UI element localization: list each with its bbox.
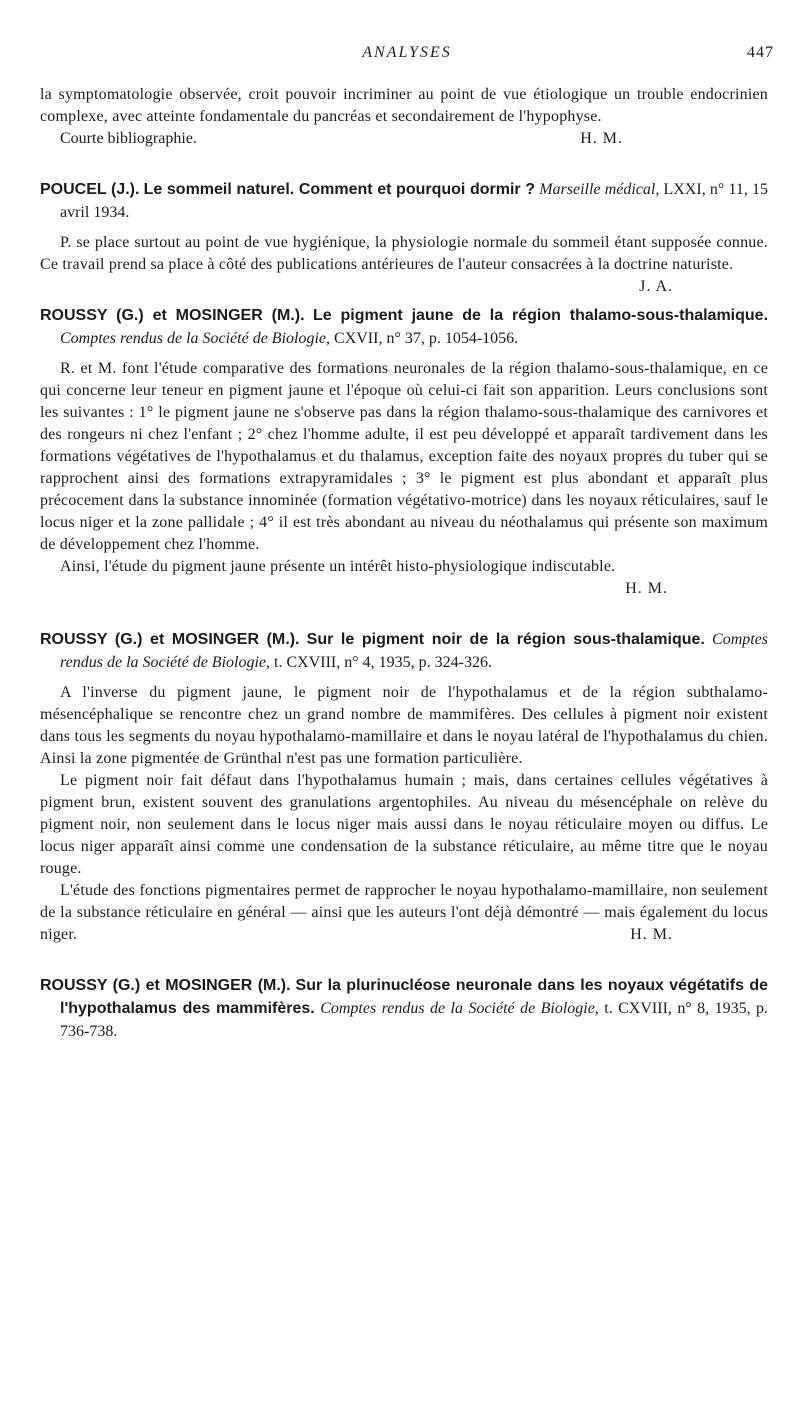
entry-reference bbox=[40, 304, 768, 350]
signature: H. M. bbox=[580, 130, 623, 147]
entry-title: Sur le pigment noir de la région sous-thalamique. bbox=[306, 631, 705, 648]
running-header bbox=[40, 44, 774, 68]
entry-title: Le sommeil naturel. Comment et pourquoi dormir ? bbox=[143, 181, 536, 198]
entry-source: Marseille médical, bbox=[539, 181, 660, 198]
entry-paragraph: A l'inverse du pigment jaune, le pigment noir de l'hypothalamus et de la région subthalamo-mésencéphalique se rencontre chez un grand nombre de mammifères. Des cellules à pigment noir existent dans tous les segments du noyau hypothalamo-mamillaire et dans le noyau latéral de l'hypothalamus du chien. Ainsi la zone pigmentée de Grünthal n'est pas une formation particulière. bbox=[40, 684, 768, 767]
review-entry bbox=[40, 304, 768, 600]
signature: J. A. bbox=[639, 278, 673, 295]
entry-details: t. CXVIII, n° 8, 1935, p. 736-738. bbox=[60, 1000, 769, 1040]
continuation-footer bbox=[40, 128, 768, 150]
entry-details: CXVII, n° 37, p. 1054-1056. bbox=[334, 330, 519, 347]
review-entry bbox=[40, 178, 769, 295]
entry-details: t. CXVIII, n° 4, 1935, p. 324-326. bbox=[274, 654, 492, 671]
review-entry bbox=[40, 974, 768, 1043]
signature: H. M. bbox=[630, 926, 673, 943]
page-body bbox=[40, 84, 768, 1043]
entry-paragraph: L'étude des fonctions pigmentaires permet de rapprocher le noyau hypothalamo-mamillaire, non seulement de la substance réticulaire en général — ainsi que les auteurs l'ont déjà démontré — mais également du locus niger. H. M. bbox=[40, 880, 768, 946]
bibliography-note: Courte bibliographie. bbox=[60, 130, 197, 147]
entry-reference bbox=[40, 628, 768, 674]
continuation-paragraph: la symptomatologie observée, croit pouvoir incriminer au point de vue étiologique un trouble endocrinien complexe, avec atteinte fondamentale du pancréas et secondairement de l'hypophyse. bbox=[40, 86, 768, 125]
entry-paragraph: R. et M. font l'étude comparative des formations neuronales de la région thalamo-sous-thalamique, en ce qui concerne leur teneur en pigment jaune et l'époque où celui-ci fait son apparition. Leurs conclusions sont les suivantes : 1° le pigment jaune ne s'observe pas dans la région thalamo-sous-thalamique des carnivores et des rongeurs ni chez l'enfant ; 2° chez l'homme adulte, il est peu développé et apparaît tardivement dans les formations végétatives de l'hypothalamus et du thalamus, exception faite des noyaux propres du tuber qui se rapprochent ainsi des formations extrapyramidales ; 3° le pigment est plus abondant et apparaît plus précocement dans la substance innominée (formation végétativo-motrice) dans les noyaux réticulaires, sauf le locus niger et la zone pallidale ; 4° il est très abondant au niveau du néothalamus qui présente son maximum de développement chez l'homme. bbox=[40, 360, 768, 553]
entry-authors: POUCEL (J.). bbox=[40, 181, 140, 198]
entry-reference bbox=[40, 178, 768, 224]
entry-source: Comptes rendus de la Société de Biologie, bbox=[60, 330, 331, 347]
page-number: 447 bbox=[747, 44, 774, 61]
entry-authors: ROUSSY (G.) et MOSINGER (M.). bbox=[40, 631, 300, 648]
signature: H. M. bbox=[625, 580, 668, 597]
entry-paragraph: Le pigment noir fait défaut dans l'hypothalamus humain ; mais, dans certaines cellules végétatives à pigment brun, existent souvent des granulations argentophiles. Au niveau du mésencéphale on relève du pigment noir, non seulement dans le locus niger mais aussi dans le noyau réticulaire moyen ou diffus. Le locus niger apparaît ainsi comme une condensation de la substance réticulaire, au même titre que le noyau rouge. bbox=[40, 772, 768, 877]
entry-details: LXXI, n° 11, 15 avril 1934. bbox=[60, 181, 769, 221]
entry-paragraph: P. se place surtout au point de vue hygiénique, la physiologie normale du sommeil étant supposée connue. Ce travail prend sa place à côté des publications antérieures de l'auteur consacrées à la doctrine naturiste. J. A. bbox=[40, 232, 768, 276]
review-entry bbox=[40, 628, 768, 946]
entry-paragraph: Ainsi, l'étude du pigment jaune présente un intérêt histo-physiologique indiscutable. bbox=[60, 558, 616, 575]
entry-authors: ROUSSY (G.) et MOSINGER (M.). bbox=[40, 307, 305, 324]
entry-title: Sur la plurinucléose neuronale dans les noyaux végétatifs de l'hypothalamus des mammifères. bbox=[60, 977, 769, 1017]
entry-reference bbox=[40, 974, 768, 1043]
entry-authors: ROUSSY (G.) et MOSINGER (M.). bbox=[40, 977, 291, 994]
entry-source: Comptes rendus de la Société de Biologie, bbox=[320, 1000, 599, 1017]
running-title: ANALYSES bbox=[362, 44, 452, 61]
entry-title: Le pigment jaune de la région thalamo-sous-thalamique. bbox=[312, 307, 769, 324]
entry-source: Comptes rendus de la Société de Biologie, bbox=[60, 631, 769, 671]
